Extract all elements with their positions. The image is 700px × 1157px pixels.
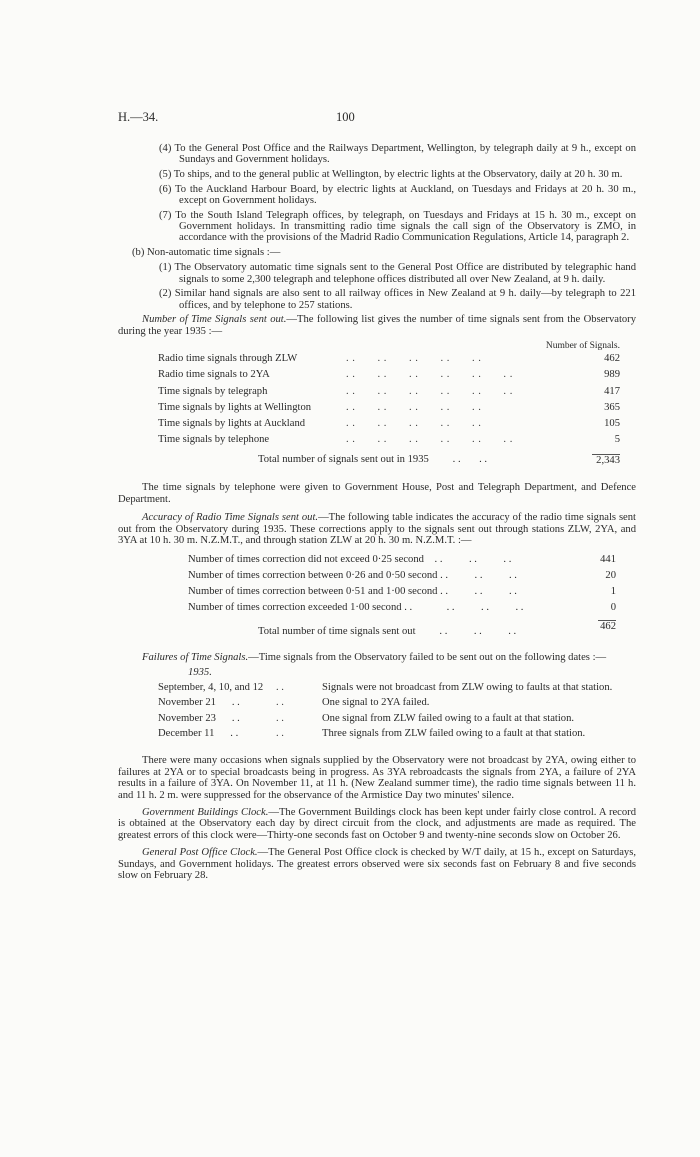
failure-date-text: December 11 [158,728,215,739]
table-row [158,369,620,385]
document-reference: H.—34. [118,110,159,124]
failures-paragraph [118,652,636,663]
row-label: Number of times correction exceeded 1·00 second . . . . . . . . [188,602,524,614]
total-label-text: Total number of signals sent out in 1935 [258,454,429,466]
failure-description: Signals were not broadcast from ZLW owing to faults at that station. [322,681,613,693]
row-leader: . . . . . . . . . . [346,417,482,429]
row-label: Time signals by telegraph [158,385,268,397]
table-row [188,570,616,586]
table-row [188,602,616,618]
row-label-text: Number of times correction exceeded 1·00 second . . [188,602,413,614]
row-leader: . . [276,681,284,693]
row-value: 462 [604,353,620,365]
failure-description: One signal from ZLW failed owing to a fault at that station. [322,712,575,724]
list-item-7: (7) To the South Island Telegraph offices, by telegraph, on Tuesdays and Fridays at 15 h. 30 m., except on Government holidays. In transmitting radio time signals the call sign of the Observatory is ZMO, in accordance with the provisions of the Madrid Radio Communication Regulations, Article 14, paragraph 2. [159,209,636,244]
row-value: 5 [614,434,620,446]
total-row [188,618,616,642]
table-row [158,434,620,450]
list-b-item-1: (1) The Observatory automatic time signals sent to the General Post Office are distributed by telegraphic hand signals to some 2,300 telegraph and telephone offices distributed all over New Zealand, at 9 h. daily. [159,262,636,285]
row-label: Radio time signals to 2YA [158,369,270,381]
accuracy-text: —The following table indicates the accuracy of the radio time signals sent out from the Observatory during 1935. These corrections apply to the signals sent out through stations ZLW, 2YA, and 3YA at 10 h. 30 m. N.Z.M.T., and through station ZLW at 20 h. 30 m. N.Z.M.T. :— [118,512,637,547]
page-number: 100 [336,110,355,124]
failures-table [158,682,636,744]
row-leader: . . . . . . . . . . . . [346,385,513,397]
number-sent-paragraph [118,314,636,337]
row-label: Number of times correction between 0·26 and 0·50 second . . . . . . [188,570,517,582]
failures-heading: Failures of Time Signals. [142,652,249,664]
number-sent-text: —The following list gives the number of time signals sent from the Observatory during the year 1935 :— [118,314,637,337]
government-clock-text: —The Government Buildings clock has been kept under fairly close control. A record is obtained at the Observatory each day by direct circuit from the clock, and adjustments are made as required. The greatest errors of this clock were—Thirty-one seconds fast on October 9 and twenty-nine seconds slow on October 26. [118,807,636,841]
broadcast-paragraph: There were many occasions when signals supplied by the Observatory were not broadcast by 2YA, owing either to failures at 2YA or to special broadcasts being in progress. As 3YA rebroadcasts the signals from 2YA, a failure of 2YA results in a failure of 3YA. On November 11, at 11 h. (New Zealand summer time), the radio time signals between 11 h. and 11 h. 2 m. were suppressed for the observance of the Armistice Day two minutes' silence. [118,755,636,801]
failures-text: —Time signals from the Observatory failed to be sent out on the following dates :— [248,652,607,664]
table-row [158,682,636,697]
table-row [188,554,616,570]
telephone-note: The time signals by telephone were given to Government House, Post and Telegraph Department, and Defence Department. [118,482,636,505]
table-row [188,586,616,602]
total-value-text: 2,343 [596,455,620,467]
signals-count-table [158,353,620,470]
table-row [158,728,636,743]
row-value: 989 [604,369,620,381]
government-clock-heading: Government Buildings Clock. [142,807,269,819]
row-label: Time signals by lights at Auckland [158,417,306,429]
total-label: Total number of signals sent out in 1935 . . . . [258,454,488,466]
table-row [158,386,620,402]
row-leader: . . [276,712,284,724]
total-row [158,450,620,470]
row-value: 105 [604,417,620,429]
row-label: Number of times correction between 0·51 and 1·00 second . . . . . . [188,586,517,598]
list-item-6: (6) To the Auckland Harbour Board, by electric lights at Auckland, on Tuesdays and Fridays at 20 h. 30 m., except on Government holidays. [159,183,636,206]
table-row [158,418,620,434]
failure-date: November 23 . . [158,712,240,724]
row-value: 1 [610,586,616,598]
row-leader: . . [276,728,284,739]
accuracy-paragraph [118,512,636,546]
gpo-clock-text: —The General Post Office clock is checked by W/T daily, at 15 h., except on Saturdays, Sundays, and Government holidays. The greatest errors observed were six seconds fast on February 8 and five seconds slow on February 28. [118,847,636,882]
row-value: 417 [604,385,620,397]
accuracy-table [188,554,616,642]
row-value: 365 [604,401,620,413]
row-label-text: Number of times correction between 0·51 and 1·00 second [188,586,438,598]
failure-date: September, 4, 10, and 12 [158,681,264,693]
total-value [586,618,616,642]
row-leader: . . . . . . . . . . . . [346,369,513,381]
failure-date-text: November 23 [158,712,216,724]
total-value [580,450,620,470]
page-body [118,143,636,885]
row-value: 20 [605,570,616,582]
failure-date-text: November 21 [158,697,216,709]
list-item-5: (5) To ships, and to the general public at Wellington, by electric lights at the Observatory, daily at 20 h. 30 m. [159,169,623,180]
total-value-text: 462 [600,621,616,633]
table-row [158,713,636,728]
failures-year: 1935. [188,667,212,679]
row-leader: . . [276,697,284,709]
gpo-clock-paragraph [118,847,636,881]
table-row [158,697,636,712]
gpo-clock-heading: General Post Office Clock. [142,847,258,859]
number-sent-heading: Number of Time Signals sent out. [142,314,287,326]
total-label: Total number of time signals sent out . . . . . . [258,626,517,638]
row-label-text: Number of times correction between 0·26 and 0·50 second [188,570,438,582]
row-leader: . . . . . . . . . . [346,401,482,413]
row-leader: . . . . . . . . . . . . [346,434,513,446]
government-clock-paragraph [118,807,636,841]
row-label: Time signals by telephone [158,434,270,446]
total-label-text: Total number of time signals sent out [258,626,416,638]
row-label: Time signals by lights at Wellington [158,401,312,413]
row-value: 0 [610,602,616,614]
list-b-item-2: (2) Similar hand signals are also sent to all railway offices in New Zealand at 9 h. daily—by telegraph to 221 offices, and by telephone to 257 stations. [159,288,636,311]
row-label-text: Number of times correction did not exceed 0·25 second [188,554,424,566]
accuracy-heading: Accuracy of Radio Time Signals sent out. [142,512,319,524]
table-row [158,402,620,418]
row-label: Number of times correction did not exceed 0·25 second . . . . . . [188,554,512,566]
failure-description: One signal to 2YA failed. [322,697,430,709]
row-value: 441 [600,554,616,566]
list-item-4: (4) To the General Post Office and the Railways Department, Wellington, by telegraph daily at 9 h., except on Sundays and Government holidays. [159,143,636,166]
failure-description: Three signals from ZLW failed owing to a fault at that station. [322,728,586,739]
signals-column-header: Number of Signals. [545,340,620,351]
row-label: Radio time signals through ZLW [158,353,298,365]
section-b-heading: (b) Non-automatic time signals :— [132,247,281,258]
table-row [158,353,620,369]
failure-date: November 21 . . [158,697,240,709]
row-leader: . . . . . . . . . . [346,353,482,365]
failure-date: December 11 . . [158,728,239,739]
